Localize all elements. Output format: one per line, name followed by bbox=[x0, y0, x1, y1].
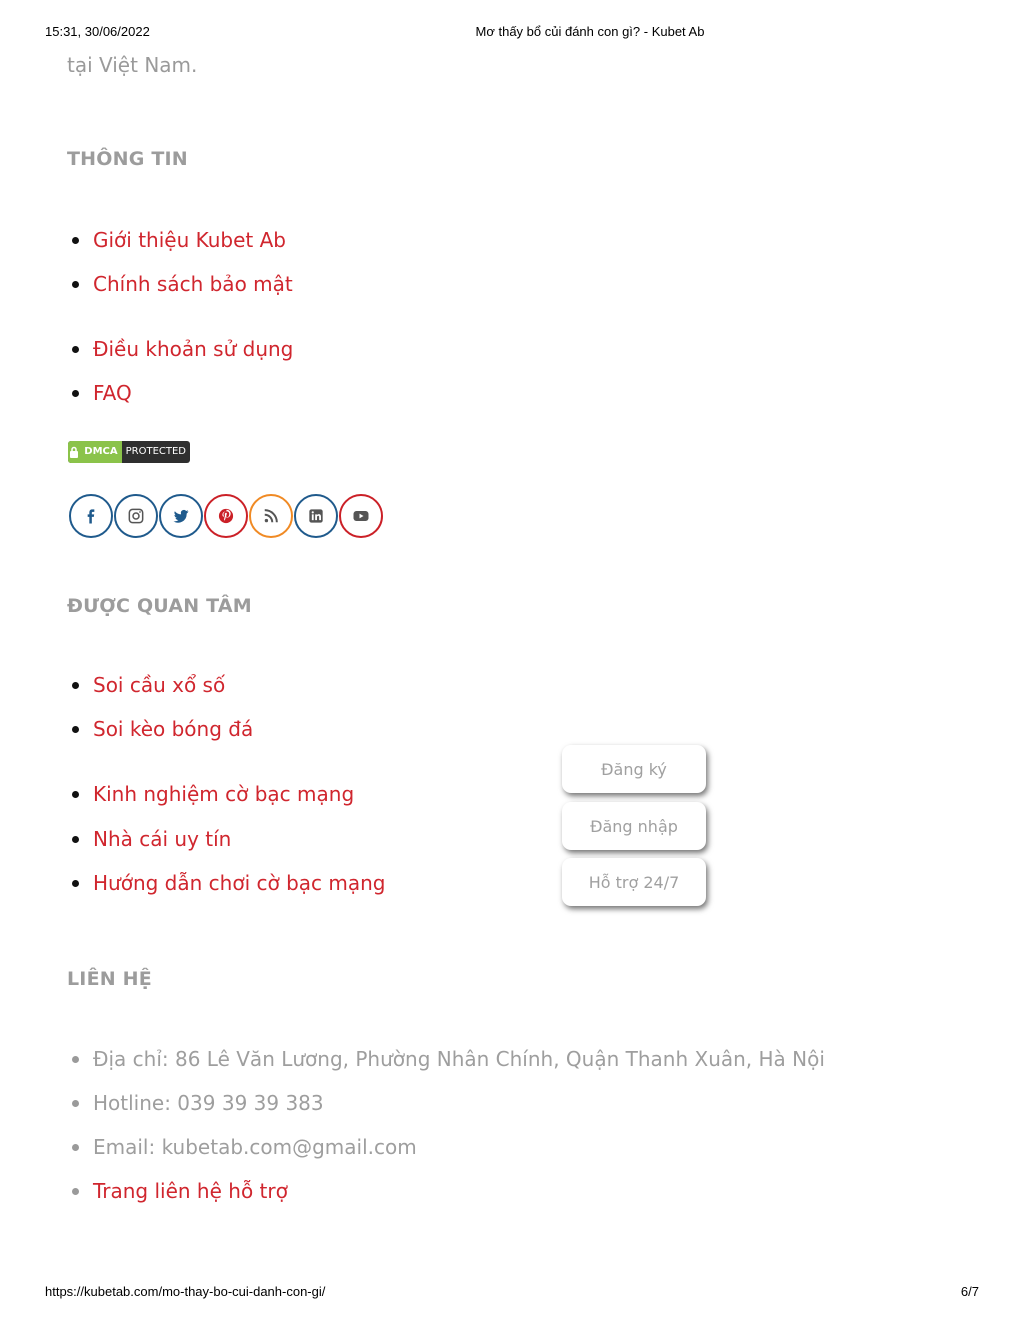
contact-email: Email: kubetab.com@gmail.com bbox=[93, 1135, 417, 1159]
print-header bbox=[0, 24, 1024, 42]
bullet bbox=[72, 281, 79, 288]
bullet bbox=[72, 836, 79, 843]
bullet bbox=[72, 682, 79, 689]
rss-icon[interactable] bbox=[249, 494, 293, 538]
contact-hotline: Hotline: 039 39 39 383 bbox=[93, 1091, 324, 1115]
link-nha-cai-uy-tin[interactable]: Nhà cái uy tín bbox=[93, 827, 232, 851]
dmca-protected-label: PROTECTED bbox=[125, 446, 186, 457]
bullet bbox=[72, 1056, 79, 1063]
link-gioi-thieu[interactable]: Giới thiệu Kubet Ab bbox=[93, 228, 286, 252]
support-button[interactable]: Hỗ trợ 24/7 bbox=[562, 858, 706, 906]
bullet bbox=[72, 1144, 79, 1151]
bullet bbox=[72, 346, 79, 353]
linkedin-icon[interactable] bbox=[294, 494, 338, 538]
pinterest-icon[interactable] bbox=[204, 494, 248, 538]
dmca-label: DMCA bbox=[80, 441, 121, 463]
link-kinh-nghiem[interactable]: Kinh nghiệm cờ bạc mạng bbox=[93, 782, 355, 806]
bullet bbox=[72, 726, 79, 733]
contact-address: Địa chỉ: 86 Lê Văn Lương, Phường Nhân Chính, Quận Thanh Xuân, Hà Nội bbox=[93, 1047, 825, 1071]
print-page-title: Mơ thấy bổ củi đánh con gì? - Kubet Ab bbox=[475, 24, 705, 39]
print-page-number: 6/7 bbox=[960, 1284, 979, 1299]
twitter-icon[interactable] bbox=[159, 494, 203, 538]
dmca-badge[interactable] bbox=[68, 441, 190, 463]
facebook-icon[interactable] bbox=[69, 494, 113, 538]
bullet bbox=[72, 791, 79, 798]
print-footer bbox=[0, 1284, 1024, 1302]
section-title-duoc-quan-tam: ĐƯỢC QUAN TÂM bbox=[67, 595, 252, 617]
bullet bbox=[72, 1188, 79, 1195]
bullet bbox=[72, 390, 79, 397]
bullet bbox=[72, 237, 79, 244]
instagram-icon[interactable] bbox=[114, 494, 158, 538]
link-dieu-khoan[interactable]: Điều khoản sử dụng bbox=[93, 337, 294, 361]
lock-icon bbox=[68, 441, 80, 463]
link-huong-dan[interactable]: Hướng dẫn chơi cờ bạc mạng bbox=[93, 871, 386, 895]
register-button[interactable]: Đăng ký bbox=[562, 745, 706, 793]
link-soi-keo-bong-da[interactable]: Soi kèo bóng đá bbox=[93, 717, 254, 741]
print-url: https://kubetab.com/mo-thay-bo-cui-danh-con-gi/ bbox=[45, 1284, 326, 1299]
intro-text-tail: tại Việt Nam. bbox=[67, 53, 198, 77]
print-datetime: 15:31, 30/06/2022 bbox=[45, 24, 150, 39]
bullet bbox=[72, 880, 79, 887]
link-chinh-sach-bao-mat[interactable]: Chính sách bảo mật bbox=[93, 272, 293, 296]
link-contact-support-page[interactable]: Trang liên hệ hỗ trợ bbox=[93, 1179, 288, 1203]
youtube-icon[interactable] bbox=[339, 494, 383, 538]
bullet bbox=[72, 1100, 79, 1107]
link-soi-cau-xo-so[interactable]: Soi cầu xổ số bbox=[93, 673, 226, 697]
section-title-lien-he: LIÊN HỆ bbox=[67, 968, 152, 990]
login-button[interactable]: Đăng nhập bbox=[562, 802, 706, 850]
section-title-thong-tin: THÔNG TIN bbox=[67, 148, 188, 170]
link-faq[interactable]: FAQ bbox=[93, 381, 132, 405]
